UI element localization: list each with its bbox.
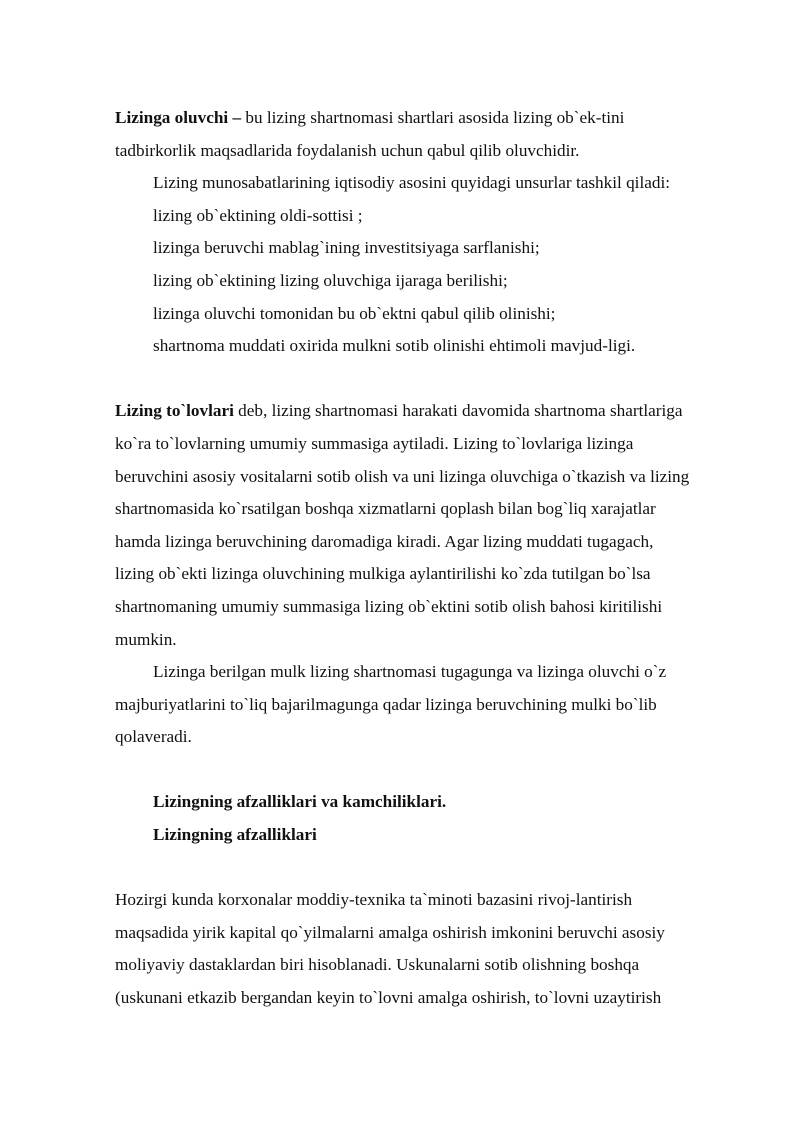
paragraph-lessee-line-1 [115,102,750,135]
list-item: lizinga beruvchi mablag`ining investitsiyaga sarflanishi; [153,238,540,258]
term-payments: Lizing to`lovlari [115,401,234,421]
paragraph-elements-intro: Lizing munosabatlarining iqtisodiy asosini quyidagi unsurlar tashkil qiladi: [153,173,670,193]
paragraph-payments-line: shartnomasida ko`rsatilgan boshqa xizmatlarni qoplash bilan bog`liq xarajatlar [115,499,656,519]
spacer [115,363,750,396]
paragraph-ownership-line: qolaveradi. [115,727,192,747]
paragraph-advantages-line: maqsadida yirik kapital qo`yilmalarni amalga oshirish imkonini beruvchi asosiy [115,922,665,942]
definition-text: bu lizing shartnomasi shartlari asosida lizing ob`ek-tini [241,108,625,127]
paragraph-advantages-line: moliyaviy dastaklardan biri hisoblanadi. Uskunalarni sotib olishning boshqa [115,955,640,975]
subsection-heading: Lizingning afzalliklari [153,825,317,845]
paragraph-payments-line: mumkin. [115,629,177,649]
definition-text: deb, lizing shartnomasi harakati davomida shartnoma shartlariga [233,401,683,421]
section-heading: Lizingning afzalliklari va kamchiliklari. [153,792,447,812]
list-item: lizing ob`ektining lizing oluvchiga ijaraga berilishi; [153,270,508,290]
paragraph-payments-line: beruvchini asosiy vositalarni sotib olish va uni lizinga oluvchiga o`tkazish va lizing [115,466,690,486]
paragraph-payments-line: ko`ra to`lovlarning umumiy summasiga aytiladi. Lizing to`lovlariga lizinga [115,433,634,453]
paragraph-advantages-line: (uskunani etkazib bergandan keyin to`lovni amalga oshirish, to`lovni uzaytirish [115,988,662,1008]
paragraph-lessee-line-2: tadbirkorlik maqsadlarida foydalanish uchun qabul qilib oluvchidir. [115,140,580,160]
paragraph-ownership-line: Lizinga berilgan mulk lizing shartnomasi tugagunga va lizinga oluvchi o`z [153,662,667,682]
paragraph-payments-line: lizing ob`ekti lizinga oluvchining mulkiga aylantirilishi ko`zda tutilgan bo`lsa [115,564,651,584]
paragraph-payments-line: shartnomaning umumiy summasiga lizing ob`ektini sotib olish bahosi kiritilishi [115,596,663,616]
document-page [115,102,750,1015]
term-lessee: Lizinga oluvchi – [115,108,242,127]
paragraph-payments-line-1 [115,395,750,428]
list-item: lizing ob`ektining oldi-sottisi ; [153,205,363,225]
spacer [115,852,750,885]
spacer [115,754,750,787]
paragraph-ownership-line: majburiyatlarini to`liq bajarilmagunga qadar lizinga beruvchining mulki bo`lib [115,694,657,714]
paragraph-advantages-line: Hozirgi kunda korxonalar moddiy-texnika ta`minoti bazasini rivoj-lantirish [115,890,633,910]
list-item: shartnoma muddati oxirida mulkni sotib olinishi ehtimoli mavjud-ligi. [153,336,636,356]
paragraph-payments-line: hamda lizinga beruvchining daromadiga kiradi. Agar lizing muddati tugagach, [115,531,654,551]
list-item: lizinga oluvchi tomonidan bu ob`ektni qabul qilib olinishi; [153,303,556,323]
